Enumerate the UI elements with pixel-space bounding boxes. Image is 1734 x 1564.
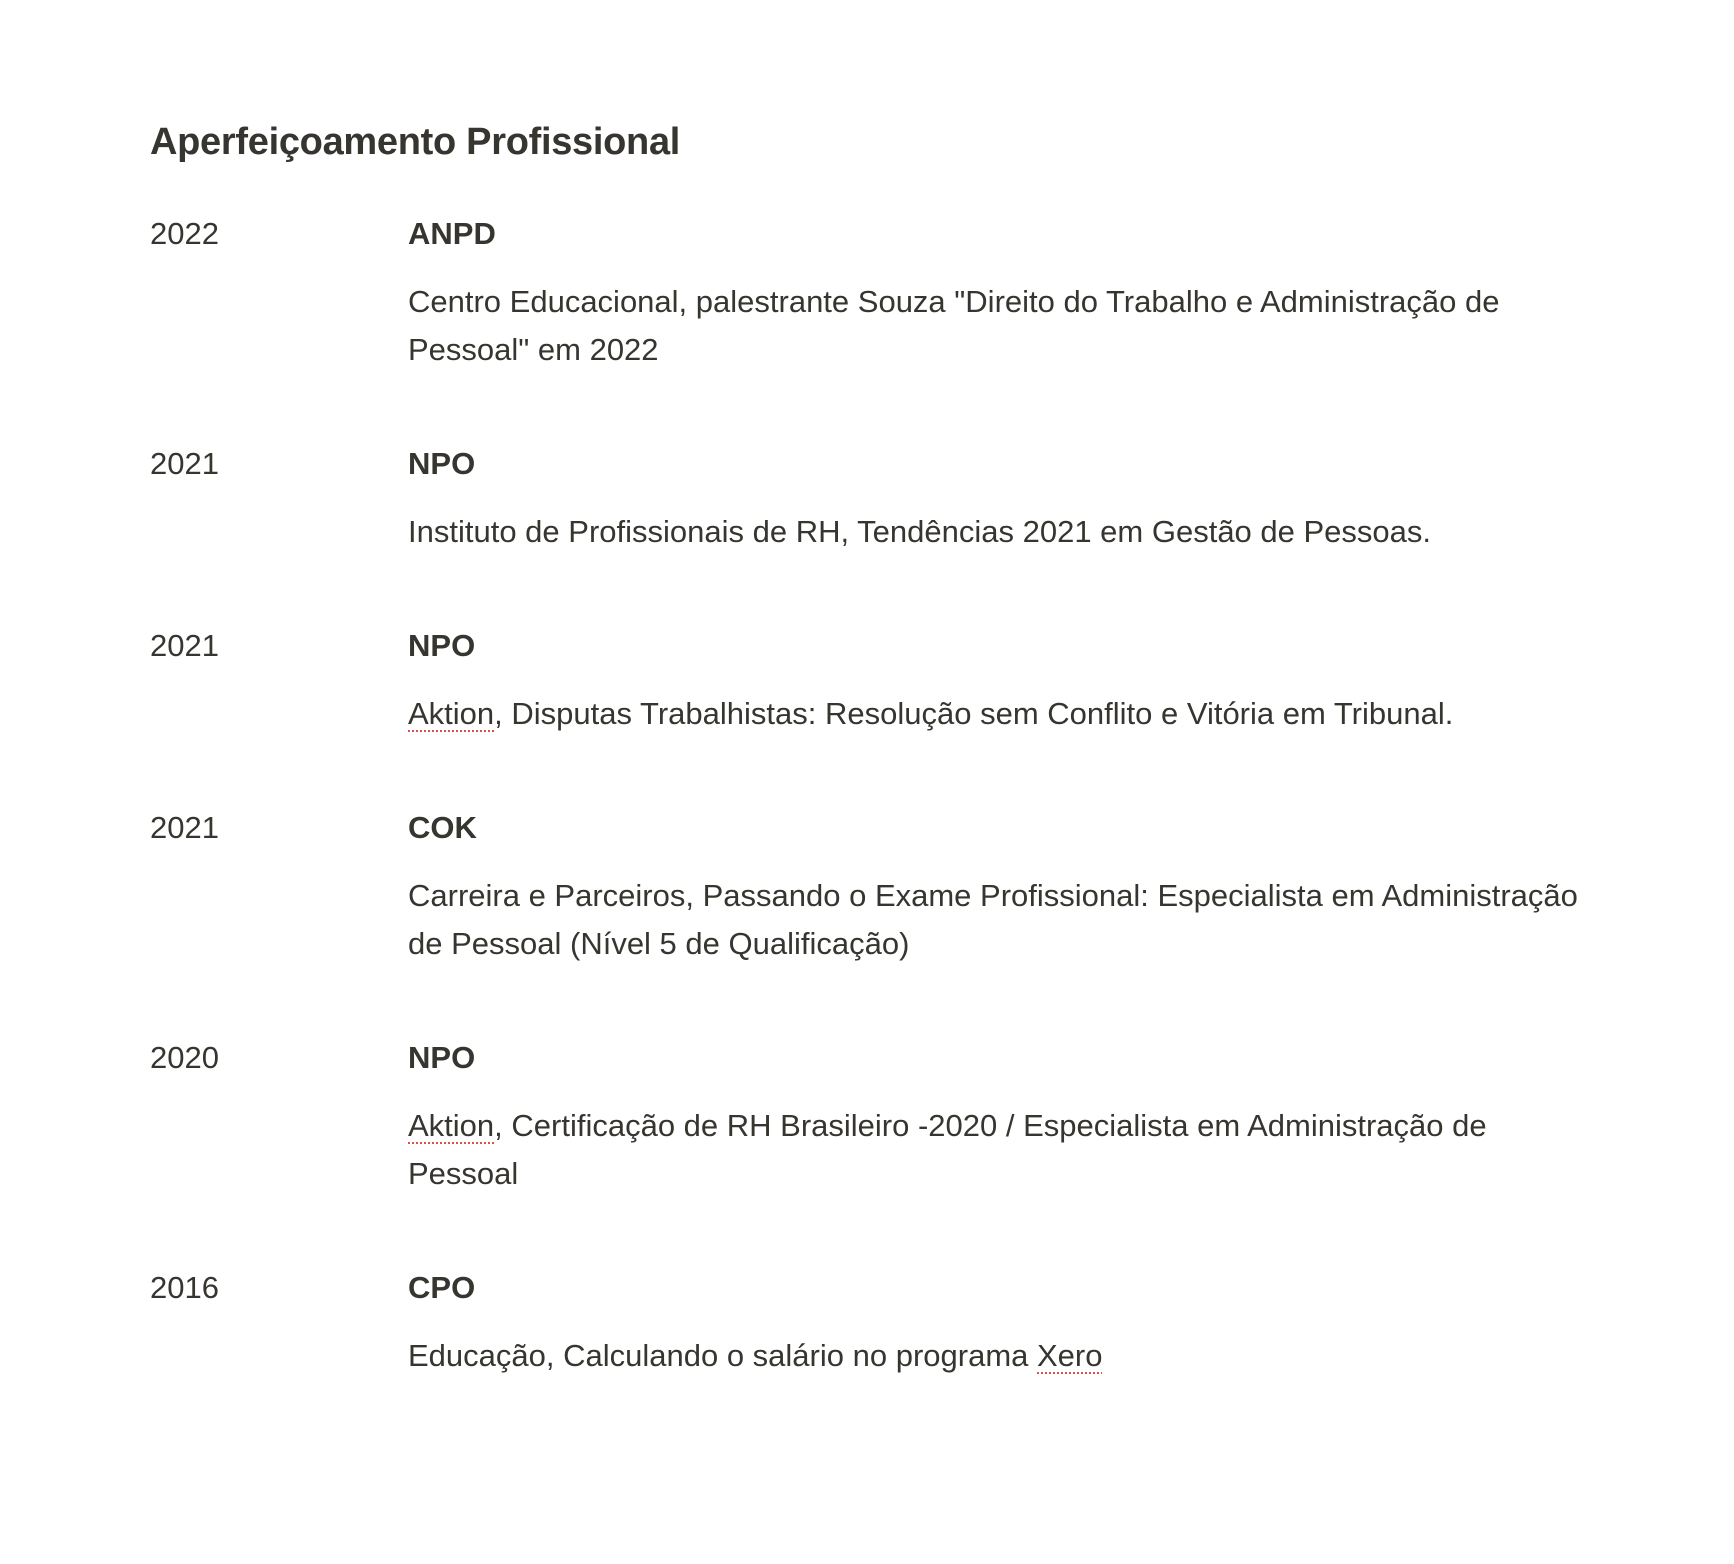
entry-description[interactable] [408,690,1590,738]
spellcheck-flagged-word[interactable]: Aktion [408,1108,495,1143]
entries-list [150,214,1590,1380]
entry-2022-anpd [150,214,1590,374]
entry-year: 2022 [150,216,219,251]
entry-year: 2021 [150,810,219,845]
desc-post: , Certificação de RH Brasileiro -2020 / Especialista em Administração de Pessoal [408,1108,1487,1191]
entry-year: 2021 [150,628,219,663]
section-title: Aperfeiçoamento Profissional [150,121,681,163]
entry-description[interactable] [408,508,1590,556]
entry-details [408,1038,1590,1198]
entry-organization: COK [408,810,477,845]
spellcheck-flagged-word[interactable]: Xero [1037,1338,1103,1373]
entry-details [408,444,1590,556]
entry-organization: NPO [408,446,476,481]
entry-organization: ANPD [408,216,496,251]
entry-year: 2021 [150,446,219,481]
entry-description[interactable] [408,872,1590,968]
entry-2016-cpo [150,1268,1590,1380]
entry-2021-cok [150,808,1590,968]
entry-details [408,1268,1590,1380]
desc-post: , Disputas Trabalhistas: Resolução sem Conflito e Vitória em Tribunal. [494,696,1454,731]
entry-2021-npo-1 [150,444,1590,556]
entry-2021-npo-2 [150,626,1590,738]
professional-development-section [150,118,1590,1450]
entry-2020-npo [150,1038,1590,1198]
entry-description[interactable] [408,278,1590,374]
entry-year: 2016 [150,1270,219,1305]
entry-description[interactable] [408,1102,1590,1198]
entry-organization: CPO [408,1270,476,1305]
entry-details [408,214,1590,374]
entry-organization: NPO [408,628,476,663]
desc-post: Centro Educacional, palestrante Souza "Direito do Trabalho e Administração de Pessoal" em 2022 [408,284,1500,367]
entry-organization: NPO [408,1040,476,1075]
spellcheck-flagged-word[interactable]: Aktion [408,696,495,731]
entry-details [408,808,1590,968]
entry-year: 2020 [150,1040,219,1075]
entry-description[interactable] [408,1332,1590,1380]
desc-pre: Educação, Calculando o salário no programa [408,1338,1037,1373]
desc-post: Carreira e Parceiros, Passando o Exame Profissional: Especialista em Administração de Pessoal (Nível 5 de Qualificação) [408,878,1578,961]
desc-post: Instituto de Profissionais de RH, Tendências 2021 em Gestão de Pessoas. [408,514,1432,549]
entry-details [408,626,1590,738]
